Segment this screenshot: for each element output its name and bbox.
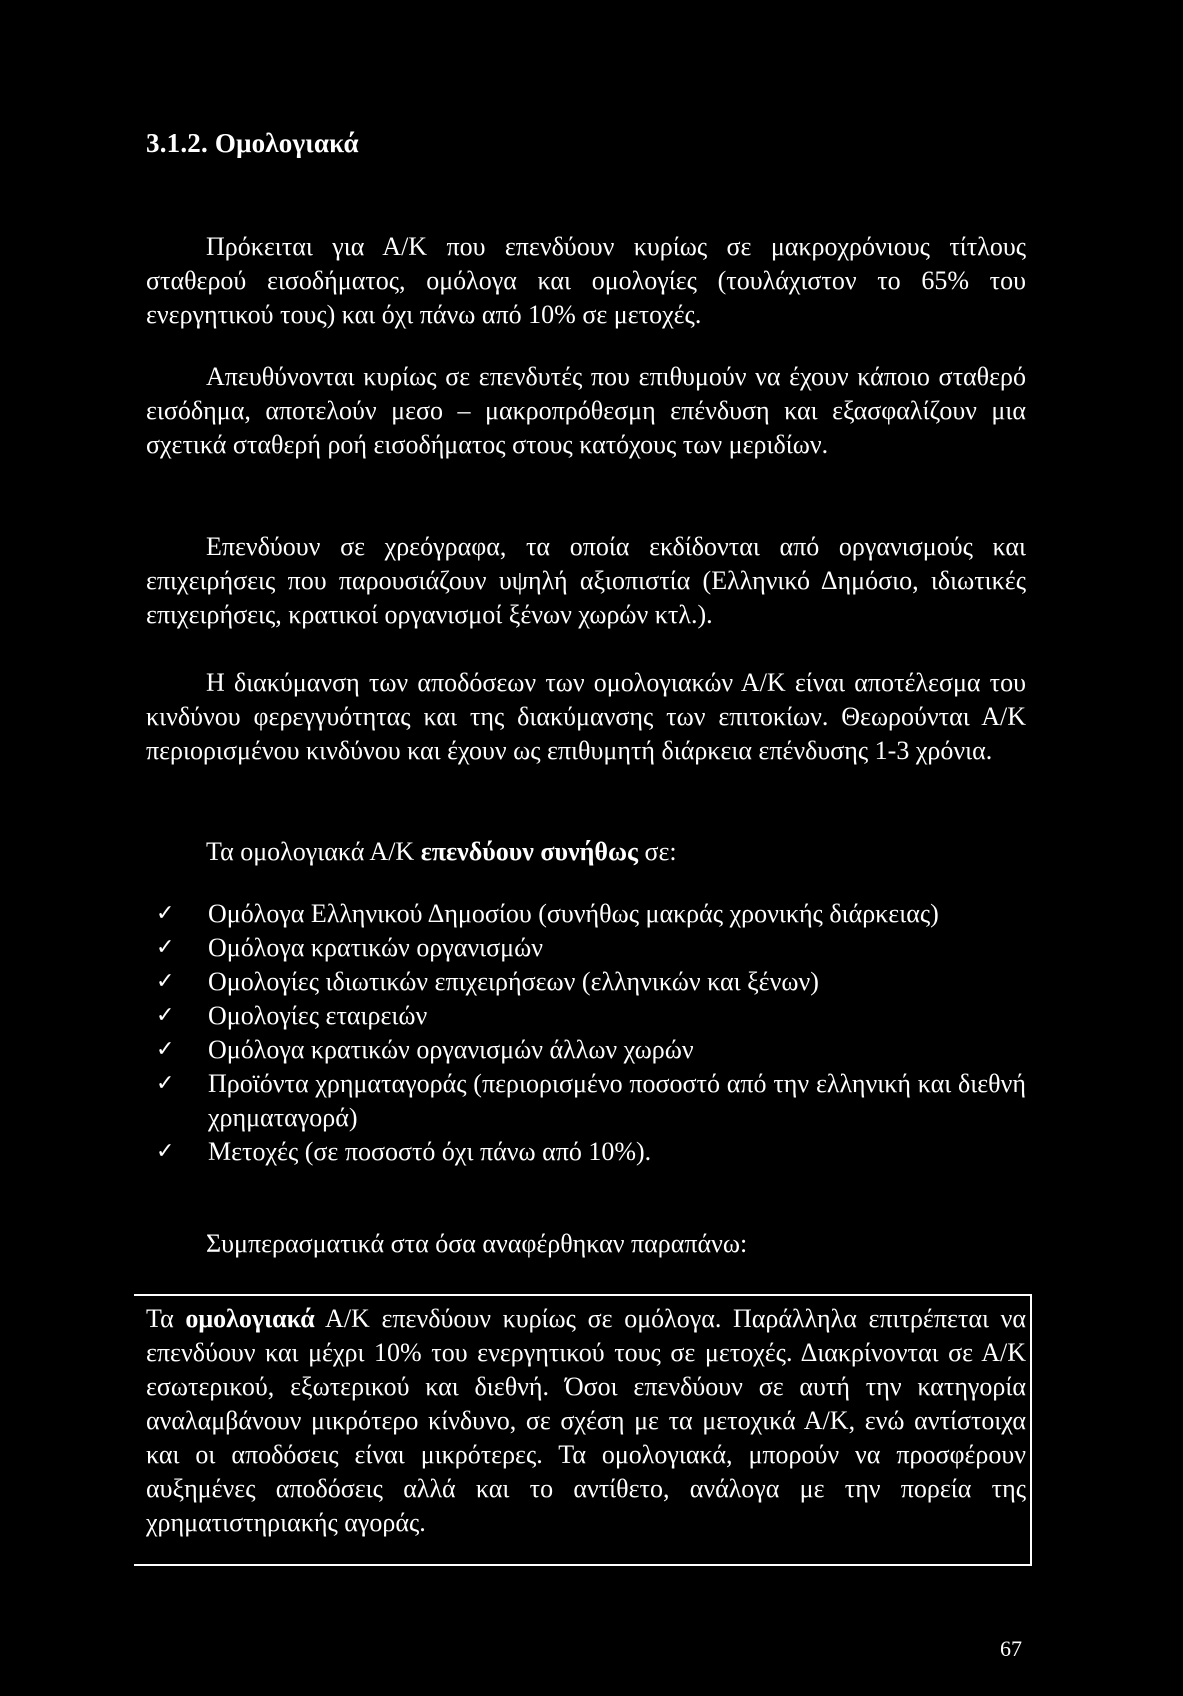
summary-text: Τα bbox=[146, 1304, 186, 1333]
checkmark-icon: ✓ bbox=[156, 1003, 175, 1028]
list-item bbox=[146, 1135, 1026, 1169]
paragraph-text: Επενδύουν σε χρεόγραφα, τα οποία εκδίδονται από οργανισμούς και επιχειρήσεις που παρουσιάζουν υψηλή αξιοπιστία (Ελληνικό Δημόσιο, ιδιωτικές επιχειρήσεις, κρατικοί οργανισμοί ξένων χωρών κτλ.). bbox=[146, 532, 1026, 629]
paragraph-bold-text: επενδύουν συνήθως bbox=[420, 837, 638, 866]
list-item bbox=[146, 1067, 1026, 1135]
list-item bbox=[146, 1033, 1026, 1067]
paragraph-text: Απευθύνονται κυρίως σε επενδυτές που επιθυμούν να έχουν κάποιο σταθερό εισόδημα, αποτελούν μεσο – μακροπρόθεσμη επένδυση και εξασφαλίζουν μια σχετικά σταθερή ροή εισοδήματος στους κατόχους των μεριδίων. bbox=[146, 362, 1026, 459]
list-item-text: Ομόλογα κρατικών οργανισμών bbox=[208, 933, 543, 962]
summary-box bbox=[134, 1294, 1032, 1566]
paragraph-conclusion-intro bbox=[146, 1227, 1026, 1261]
list-item bbox=[146, 999, 1026, 1033]
checkmark-icon: ✓ bbox=[156, 935, 175, 960]
investment-checklist bbox=[146, 897, 1026, 1169]
checkmark-icon: ✓ bbox=[156, 1037, 175, 1062]
list-item-text: Προϊόντα χρηματαγοράς (περιορισμένο ποσοστό από την ελληνική και διεθνή χρηματαγορά) bbox=[208, 1069, 1026, 1132]
checkmark-icon: ✓ bbox=[156, 969, 175, 994]
page-number: 67 bbox=[1000, 1636, 1022, 1661]
list-item bbox=[146, 965, 1026, 999]
paragraph-text: Συμπερασματικά στα όσα αναφέρθηκαν παραπάνω: bbox=[206, 1229, 748, 1258]
paragraph-volatility bbox=[146, 666, 1026, 768]
paragraph-text: Πρόκειται για Α/Κ που επενδύουν κυρίως σε μακροχρόνιους τίτλους σταθερού εισοδήματος, ομόλογα και ομολογίες (τουλάχιστον το 65% του ενεργητικού τους) και όχι πάνω από 10% σε μετοχές. bbox=[146, 232, 1026, 329]
checkmark-icon: ✓ bbox=[156, 1139, 175, 1164]
summary-text: Α/Κ επενδύουν κυρίως σε ομόλογα. Παράλληλα επιτρέπεται να επενδύουν και μέχρι 10% του ενεργητικού τους σε μετοχές. Διακρίνονται σε Α/Κ εσωτερικού, εξωτερικού και διεθνή. Όσοι επενδύουν σε αυτή την κατηγορία αναλαμβάνουν μικρότερο κίνδυνο, σε σχέση με τα μετοχικά Α/Κ, ενώ αντίστοιχα και οι αποδόσεις είναι μικρότερες. Τα ομολογιακά, μπορούν να προσφέρουν αυξημένες αποδόσεις αλλά και το αντίθετο, ανάλογα με την πορεία της χρηματιστηριακής αγοράς. bbox=[146, 1304, 1026, 1537]
paragraph-securities bbox=[146, 530, 1026, 632]
paragraph-list-intro bbox=[146, 835, 1026, 869]
paragraph-text: Η διακύμανση των αποδόσεων των ομολογιακών Α/Κ είναι αποτέλεσμα του κινδύνου φερεγγυότητας και της διακύμανσης των επιτοκίων. Θεωρούνται Α/Κ περιορισμένου κινδύνου και έχουν ως επιθυμητή διάρκεια επένδυσης 1-3 χρόνια. bbox=[146, 668, 1026, 765]
summary-bold-text: ομολογιακά bbox=[185, 1304, 315, 1333]
paragraph-definition bbox=[146, 230, 1026, 332]
list-item-text: Μετοχές (σε ποσοστό όχι πάνω από 10%). bbox=[208, 1137, 652, 1166]
list-item-text: Ομολογίες ιδιωτικών επιχειρήσεων (ελληνικών και ξένων) bbox=[208, 967, 819, 996]
checkmark-icon: ✓ bbox=[156, 901, 175, 926]
list-item-text: Ομολογίες εταιρειών bbox=[208, 1001, 428, 1030]
list-item-text: Ομόλογα Ελληνικού Δημοσίου (συνήθως μακράς χρονικής διάρκειας) bbox=[208, 899, 939, 928]
section-heading: 3.1.2. Ομολογιακά bbox=[146, 128, 359, 158]
paragraph-text: Τα ομολογιακά Α/Κ bbox=[206, 837, 421, 866]
checkmark-icon: ✓ bbox=[156, 1071, 175, 1096]
list-item-text: Ομόλογα κρατικών οργανισμών άλλων χωρών bbox=[208, 1035, 694, 1064]
list-item bbox=[146, 931, 1026, 965]
paragraph-target-investors bbox=[146, 360, 1026, 462]
paragraph-text: σε: bbox=[637, 837, 677, 866]
list-item bbox=[146, 897, 1026, 931]
